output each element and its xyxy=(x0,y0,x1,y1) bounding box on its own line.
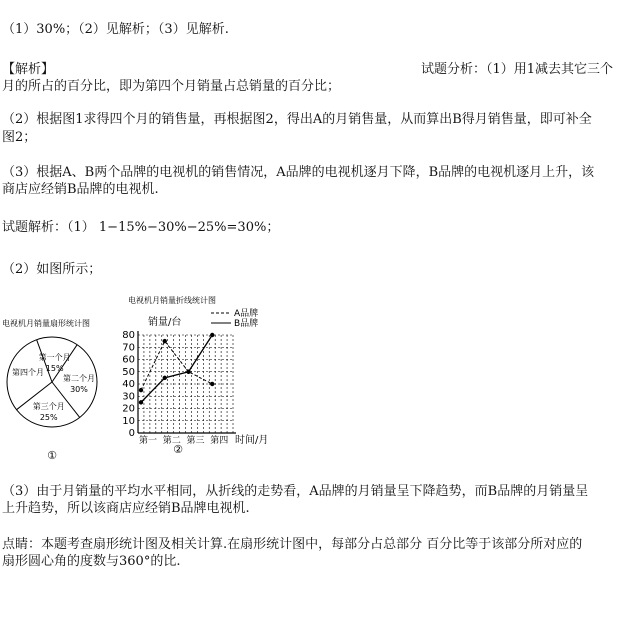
pie-slice-percent: 30% xyxy=(70,385,88,395)
series-a-point xyxy=(210,382,214,386)
series-a-line xyxy=(141,341,212,390)
line-title: 电视机月销量折线统计图 xyxy=(128,296,216,305)
pie-slice-percent: 25% xyxy=(39,412,58,422)
pie-slice-label: 第一个月 xyxy=(38,353,71,363)
y-tick-label: 20 xyxy=(122,403,135,415)
line-caption: ② xyxy=(173,443,183,453)
legend-a-label: A品牌 xyxy=(234,309,259,319)
series-b-point xyxy=(210,333,214,337)
y-tick-label: 10 xyxy=(122,415,135,427)
part3-line-1: （3）由于月销量的平均水平相同，从折线的走势看，A品牌的月销量呈下降趋势，而B品牌的月销量呈 xyxy=(2,484,589,499)
y-tick-label: 80 xyxy=(122,330,135,341)
y-tick-label: 0 xyxy=(128,428,135,439)
series-b-point xyxy=(139,400,143,404)
x-tick-label: 第一 xyxy=(138,436,158,446)
y-tick-label: 70 xyxy=(122,342,135,354)
y-tick-label: 40 xyxy=(122,379,135,390)
pie-slice-percent: 15% xyxy=(45,364,64,374)
series-b-point xyxy=(163,376,167,380)
series-b-line xyxy=(141,335,212,402)
x-tick-label: 第三 xyxy=(186,436,205,446)
analysis-heading: 【解析】 xyxy=(2,62,55,77)
y-tick-label: 50 xyxy=(122,366,135,378)
analysis-line-3a: （3）根据A、B两个品牌的电视机的销售情况，A品牌的电视机逐月下降，B品牌的电视机逐月上升，该 xyxy=(2,165,595,180)
solution-line: 试题解析：（1） 1−15%−30%−25%=30%； xyxy=(2,220,280,235)
y-tick-label: 30 xyxy=(122,391,135,403)
analysis-line-2b: 图2； xyxy=(2,130,37,145)
series-a-point xyxy=(139,388,143,392)
x-tick-label: 第二 xyxy=(162,436,181,446)
pie-slice-label: 第三个月 xyxy=(32,401,65,411)
pie-figure xyxy=(0,312,110,462)
y-axis-label: 销量/台 xyxy=(148,317,182,328)
pie-caption: ① xyxy=(47,449,57,462)
pie-chart xyxy=(7,337,97,427)
part3-line-2: 上升趋势，所以该商店应经销B品牌电视机. xyxy=(2,501,250,516)
y-tick-label: 60 xyxy=(122,354,135,366)
series-b-point xyxy=(186,370,190,374)
legend-b-label: B品牌 xyxy=(234,319,259,329)
pie-slice-label: 第四个月 xyxy=(11,368,44,378)
line-figure xyxy=(108,293,278,453)
analysis-line-3b: 商店应经销B品牌的电视机. xyxy=(2,182,159,197)
note-line-1: 点睛：本题考查扇形统计图及相关计算.在扇形统计图中，每部分占总部分 百分比等于该部分所对应的 xyxy=(2,537,583,552)
analysis-intro: 试题分析：（1）用1减去其它三个 xyxy=(421,62,614,77)
x-axis-label: 时间/月 xyxy=(235,435,269,446)
pie-slice-label: 第二个月 xyxy=(62,374,95,384)
analysis-line-2a: （2）根据图1求得四个月的销售量，再根据图2，得出A的月销售量，从而算出B得月销售量，即可补全 xyxy=(2,112,592,127)
answer-line: （1）30%；（2）见解析；（3）见解析. xyxy=(2,22,229,37)
part2-line: （2）如图所示； xyxy=(2,262,102,277)
line-grid xyxy=(122,330,236,446)
x-tick-label: 第四 xyxy=(210,436,229,446)
note-line-2: 扇形圆心角的度数与360°的比. xyxy=(2,554,181,569)
analysis-line-1: 月的所占的百分比，即为第四个月销量占总销量的百分比； xyxy=(2,79,341,94)
pie-title: 电视机月销量扇形统计图 xyxy=(2,319,90,328)
series-a-point xyxy=(163,339,167,343)
